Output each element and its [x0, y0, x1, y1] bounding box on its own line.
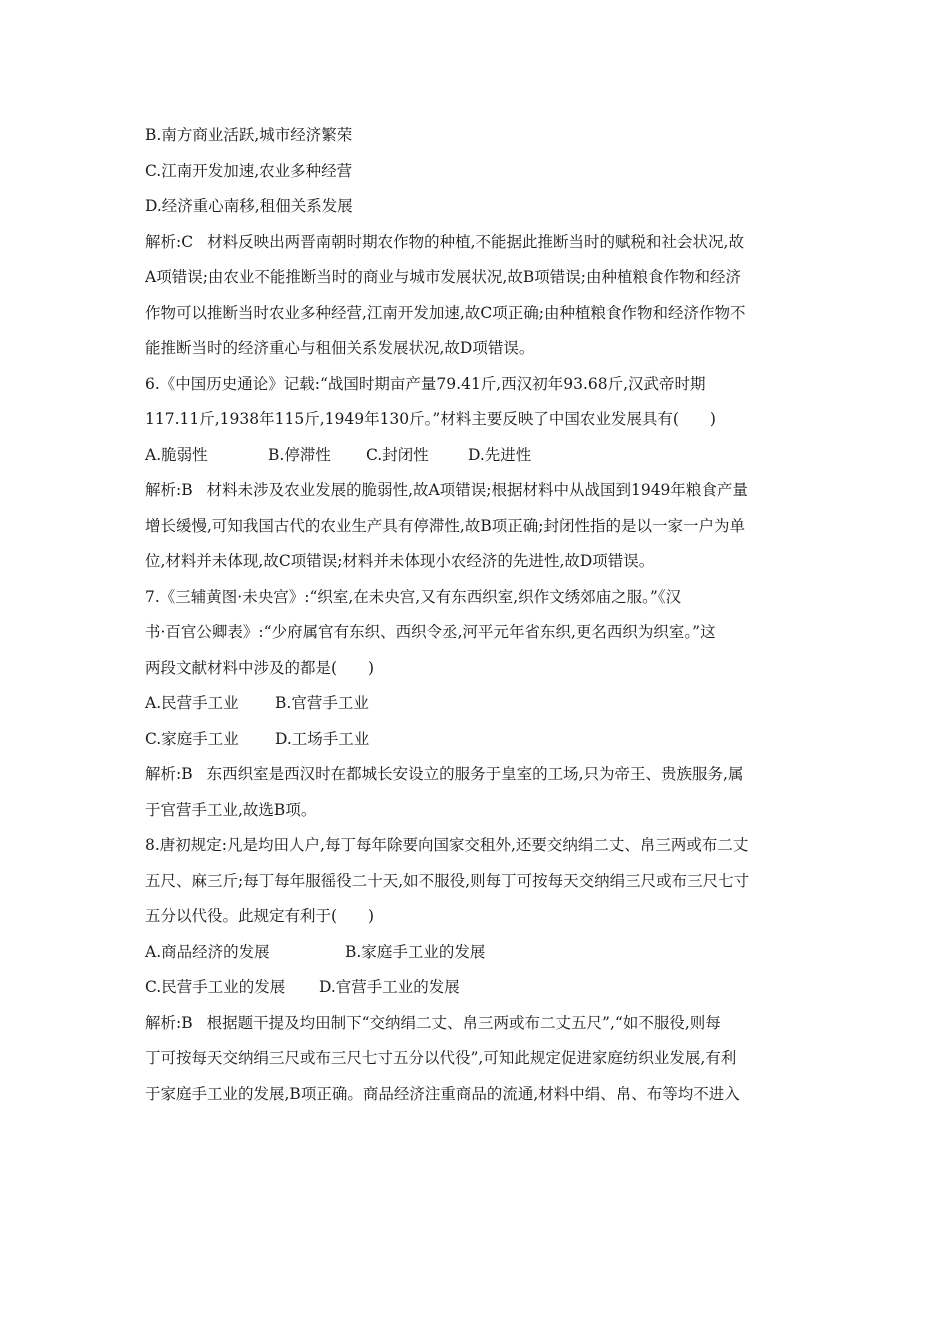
q5-option-b: B.南方商业活跃,城市经济繁荣 — [145, 126, 353, 144]
q7-option-a: A.民营手工业 — [145, 694, 239, 712]
q8-options-row-2 — [145, 970, 810, 1006]
q8-analysis-line-3: 于家庭手工业的发展,B项正确。商品经济注重商品的流通,材料中绢、帛、布等均不进入 — [145, 1084, 740, 1103]
q7-stem-line-2: 书·百官公卿表》:“少府属官有东织、西织令丞,河平元年省东织,更名西织为织室。”这 — [145, 623, 716, 641]
q6-analysis-line-1 — [145, 473, 810, 509]
q8-option-b: B.家庭手工业的发展 — [345, 942, 486, 961]
q8-stem-line-1: 8.唐初规定:凡是均田人户,每丁每年除要向国家交租外,还要交纳绢二丈、帛三两或布二丈 — [145, 836, 749, 854]
q7-stem-line-1: 7.《三辅黄图·未央宫》:“织室,在未央宫,又有东西织室,织作文绣郊庙之服。”《汉 — [145, 587, 682, 606]
q8-stem-line-3: 五分以代役。此规定有利于( ) — [145, 907, 375, 925]
q6-option-d: D.先进性 — [468, 445, 532, 464]
q5-option-c: C.江南开发加速,农业多种经营 — [145, 161, 353, 180]
q7-option-b: B.官营手工业 — [275, 694, 369, 712]
q8-option-d: D.官营手工业的发展 — [319, 978, 460, 996]
q6-options — [145, 438, 810, 474]
q6-stem-line-1: 6.《中国历史通论》记载:“战国时期亩产量79.41斤,西汉初年93.68斤,汉武帝时期 — [145, 374, 706, 393]
q5-analysis-line-4: 能推断当时的经济重心与租佃关系发展状况,故D项错误。 — [145, 339, 535, 357]
q8-option-a: A.商品经济的发展 — [145, 942, 270, 961]
analysis-text: 材料反映出两晋南朝时期农作物的种植,不能据此推断当时的赋税和社会状况,故 — [207, 232, 744, 251]
q5-analysis-line-3: 作物可以推断当时农业多种经营,江南开发加速,故C项正确;由种植粮食作物和经济作物不 — [145, 303, 746, 322]
analysis-label: 解析:B — [145, 765, 193, 783]
q8-stem-line-2: 五尺、麻三斤;每丁每年服徭役二十天,如不服役,则每丁可按每天交纳绢三尺或布三尺七寸 — [145, 871, 750, 890]
q8-options-row-1 — [145, 935, 810, 971]
q7-option-c: C.家庭手工业 — [145, 729, 239, 748]
q8-analysis-line-1 — [145, 1006, 810, 1042]
q7-option-d: D.工场手工业 — [275, 729, 370, 748]
q6-stem-line-2: 117.11斤,1938年115斤,1949年130斤。”材料主要反映了中国农业发展具有( ) — [145, 410, 716, 428]
q8-analysis-line-2: 丁可按每天交纳绢三尺或布三尺七寸五分以代役”,可知此规定促进家庭纺织业发展,有利 — [145, 1049, 737, 1067]
q5-option-d: D.经济重心南移,租佃关系发展 — [145, 197, 353, 215]
q7-options-row-1 — [145, 686, 810, 722]
q7-analysis-line-1 — [145, 757, 810, 793]
analysis-text: 根据题干提及均田制下“交纳绢二丈、帛三两或布二丈五尺”,“如不服役,则每 — [206, 1013, 721, 1032]
q6-analysis-line-3: 位,材料并未体现,故C项错误;材料并未体现小农经济的先进性,故D项错误。 — [145, 552, 655, 570]
q5-analysis-line-2: A项错误;由农业不能推断当时的商业与城市发展状况,故B项错误;由种植粮食作物和经济 — [145, 268, 741, 286]
q5-analysis-line-1 — [145, 225, 810, 261]
analysis-text: 材料未涉及农业发展的脆弱性,故A项错误;根据材料中从战国到1949年粮食产量 — [206, 481, 748, 499]
analysis-label: 解析:C — [145, 232, 194, 251]
q6-analysis-line-2: 增长缓慢,可知我国古代的农业生产具有停滞性,故B项正确;封闭性指的是以一家一户为单 — [145, 516, 745, 535]
q7-stem-line-3: 两段文献材料中涉及的都是( ) — [145, 658, 375, 677]
q6-option-a: A.脆弱性 — [145, 445, 208, 464]
q6-option-b: B.停滞性 — [268, 445, 331, 464]
analysis-label: 解析:B — [145, 1013, 193, 1032]
analysis-label: 解析:B — [145, 481, 193, 499]
analysis-text: 东西织室是西汉时在都城长安设立的服务于皇室的工场,只为帝王、贵族服务,属 — [206, 765, 744, 783]
document-page — [145, 118, 810, 1112]
q7-analysis-line-2: 于官营手工业,故选B项。 — [145, 800, 317, 819]
q8-option-c: C.民营手工业的发展 — [145, 978, 286, 996]
q7-options-row-2 — [145, 722, 810, 758]
q6-option-c: C.封闭性 — [366, 445, 429, 464]
